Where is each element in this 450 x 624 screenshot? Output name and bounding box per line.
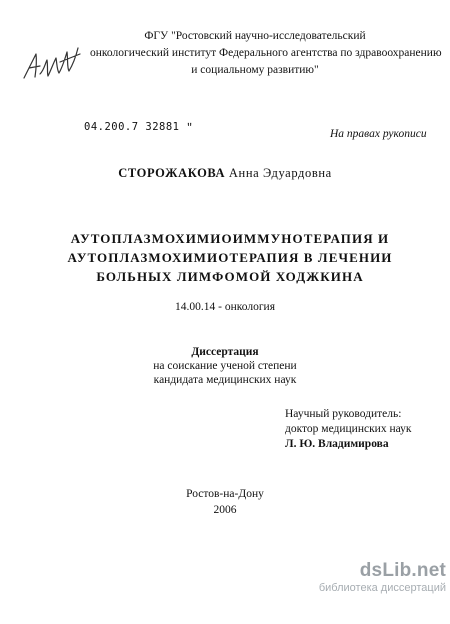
supervisor-degree: доктор медицинских наук (285, 423, 412, 435)
degree-line: на соискание ученой степени (153, 360, 297, 372)
dissertation-title (40, 229, 420, 286)
watermark-tagline: библиотека диссертаций (318, 582, 446, 594)
year: 2006 (213, 504, 237, 516)
dissertation-block (0, 345, 450, 387)
author-surname: СТОРОЖАКОВА (118, 166, 226, 180)
watermark-site[interactable]: dsLib.net (359, 560, 446, 581)
dissertation-heading: Диссертация (191, 346, 259, 358)
stamp-mark: ʺ (186, 121, 194, 133)
city: Ростов-на-Дону (186, 488, 264, 500)
supervisor-block (285, 407, 411, 452)
author-given-name: Анна Эдуардовна (228, 166, 332, 180)
institution-line: ФГУ "Ростовский научно-исследовательский (144, 30, 366, 42)
specialty-code: 14.00.14 - онкология (175, 301, 275, 313)
title-line: БОЛЬНЫХ ЛИМФОМОЙ ХОДЖКИНА (96, 269, 364, 284)
supervisor-name: Л. Ю. Владимирова (285, 438, 389, 450)
handwritten-signature (20, 40, 90, 95)
institution-line: и социальному развитию" (191, 64, 319, 76)
registration-stamp (84, 121, 193, 134)
stamp-number: 04.200.7 32881 (84, 121, 180, 133)
institution-header (90, 28, 442, 79)
title-line: АУТОПЛАЗМОХИМИОИММУНОТЕРАПИЯ И (70, 231, 390, 246)
title-line: АУТОПЛАЗМОХИМИОТЕРАПИЯ В ЛЕЧЕНИИ (67, 250, 393, 265)
institution-line: онкологический институт Федерального агентства по здравоохранению (90, 47, 442, 59)
place-year (0, 486, 450, 518)
watermark-logo[interactable] (318, 560, 446, 594)
degree-line: кандидата медицинских наук (153, 374, 297, 386)
rights-note: На правах рукописи (330, 128, 427, 140)
supervisor-label: Научный руководитель: (285, 408, 402, 420)
author-name (0, 166, 450, 181)
